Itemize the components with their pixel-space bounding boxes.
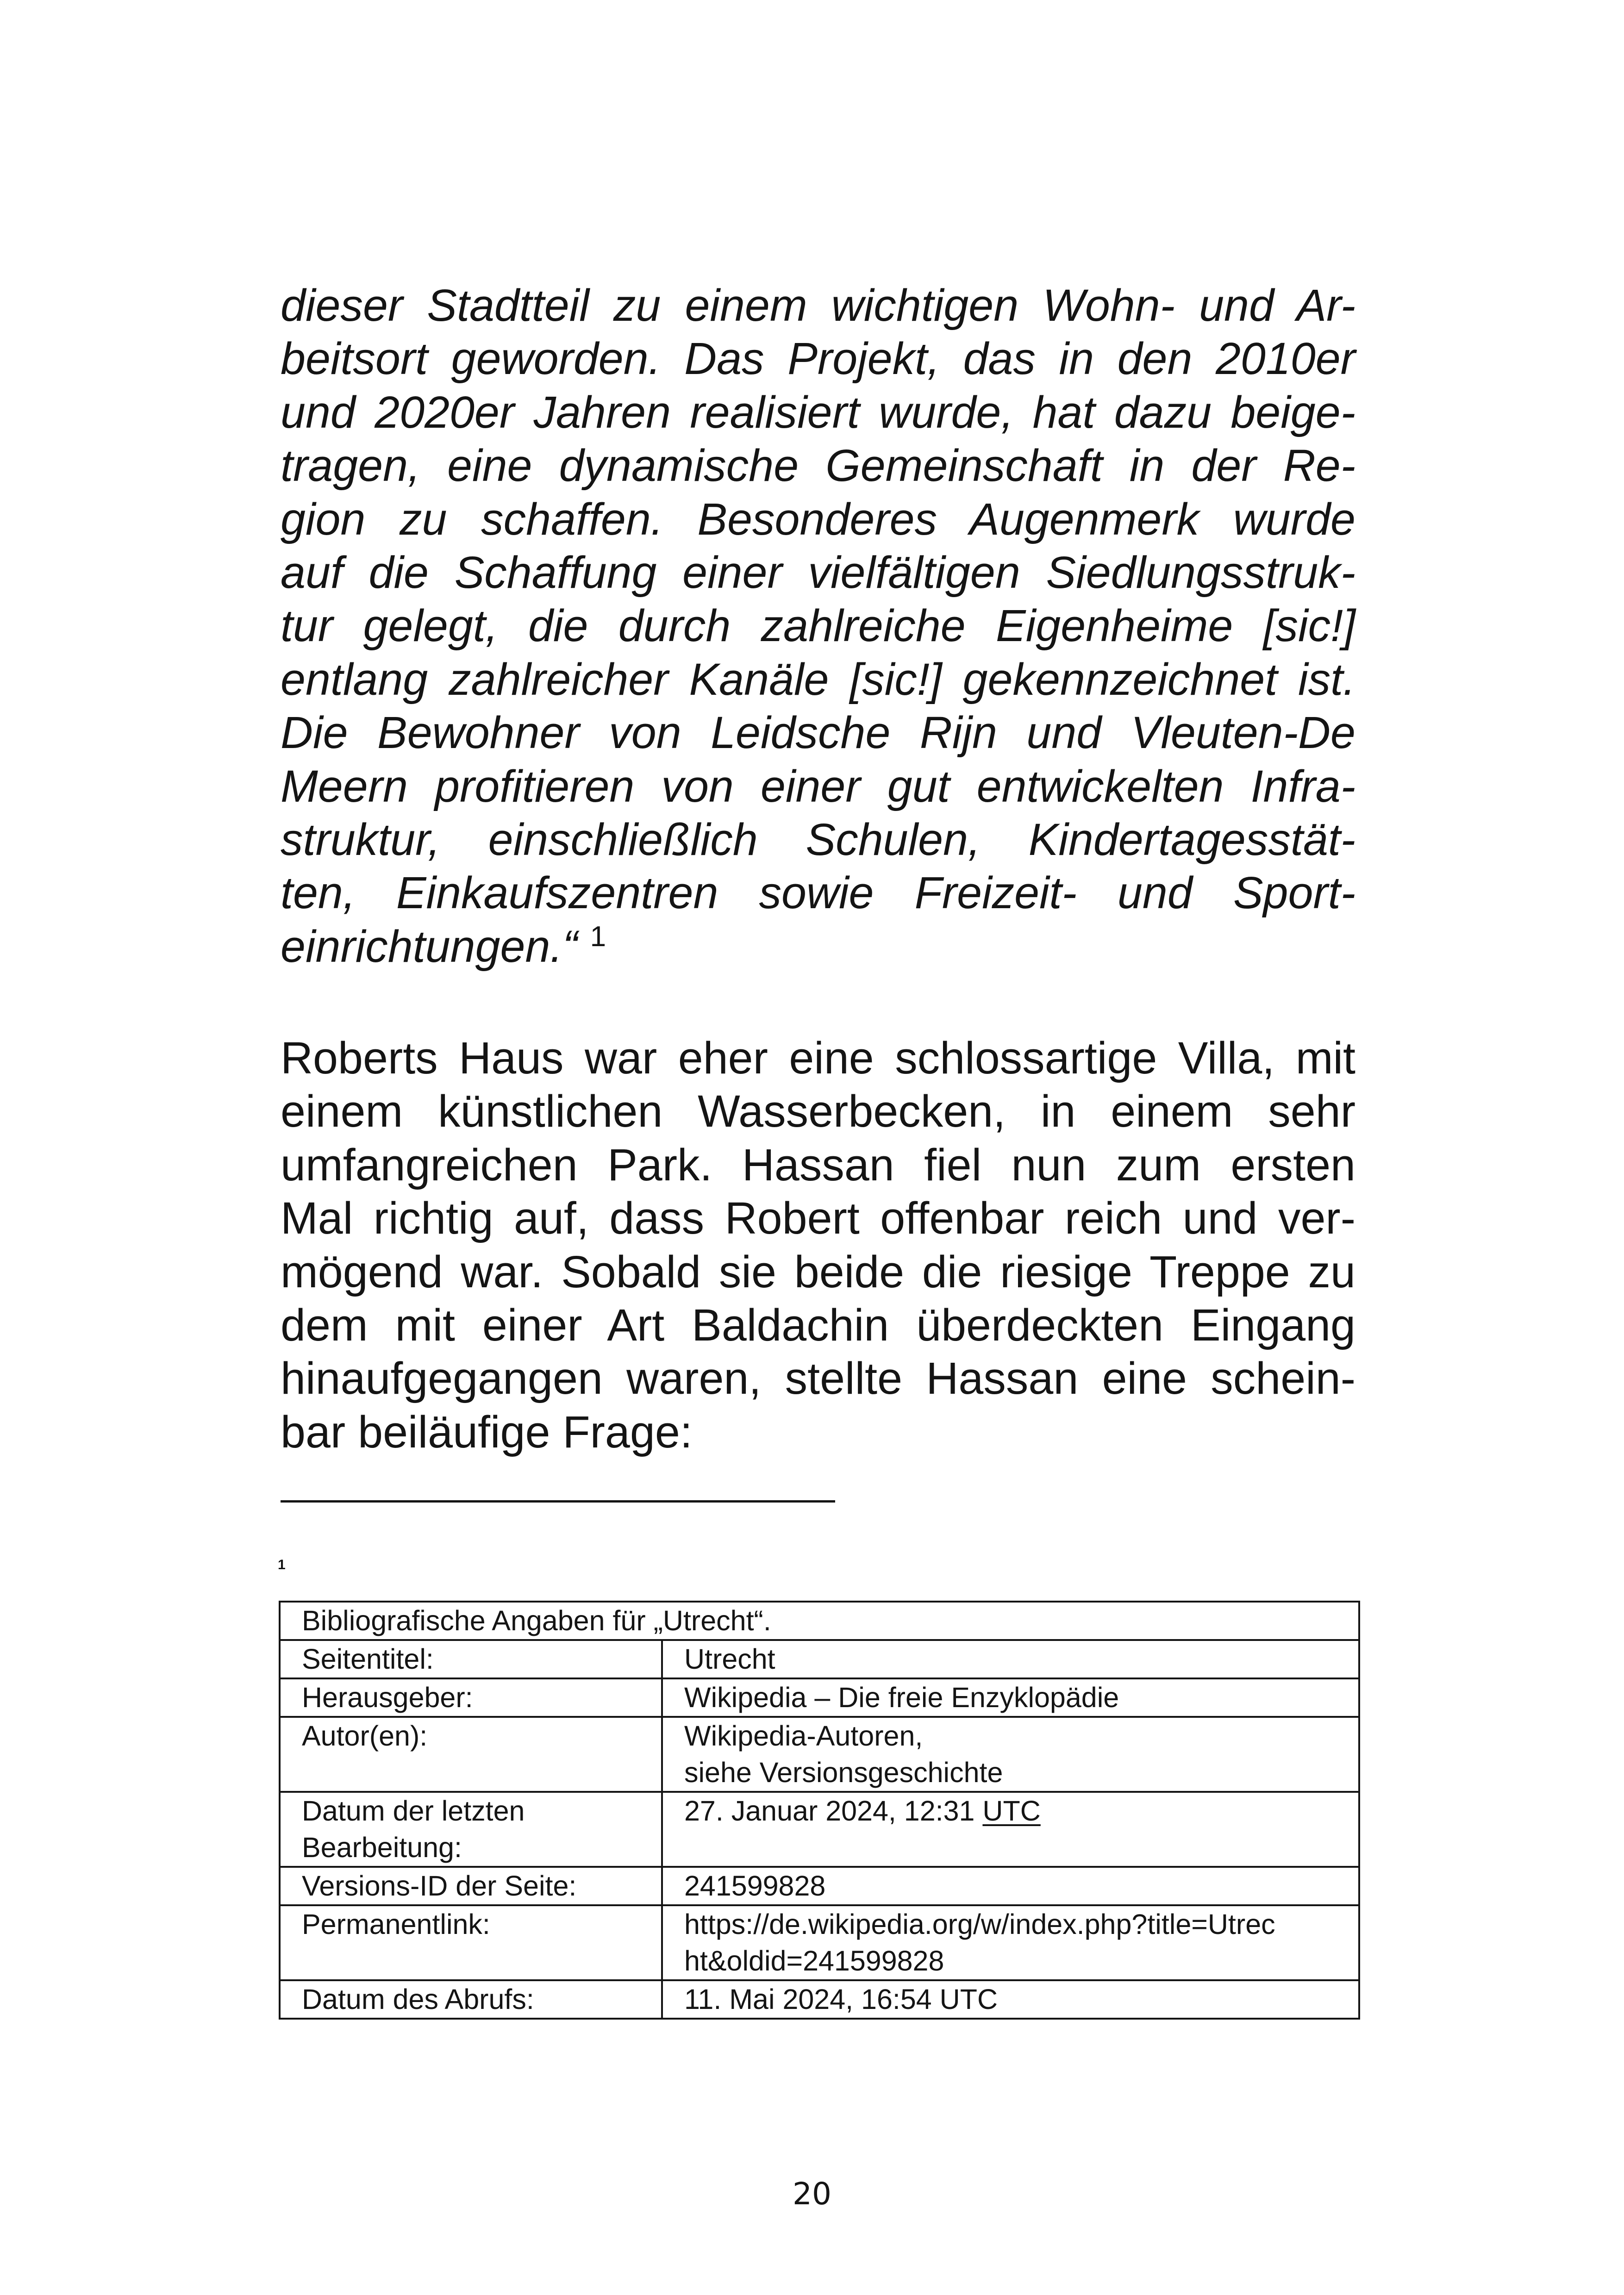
quote-line: struktur, einschließlich Schulen, Kindertagesstät- — [281, 814, 1355, 865]
table-row — [280, 1640, 1359, 1678]
row-label: Datum der letzten Bearbeitung: — [280, 1792, 662, 1867]
row-value: 241599828 — [662, 1867, 1359, 1905]
row-value: Wikipedia-Autoren, siehe Versionsgeschichte — [662, 1717, 1359, 1792]
bibliography-table — [279, 1601, 1360, 2020]
paragraph-line: bar beiläufige Frage: — [281, 1406, 693, 1457]
paragraph-line: einem künstlichen Wasserbecken, in einem sehr — [281, 1086, 1355, 1137]
quote-line: dieser Stadtteil zu einem wichtigen Wohn- und Ar- — [281, 280, 1355, 331]
row-label: Datum des Abrufs: — [280, 1980, 662, 2019]
row-label: Herausgeber: — [280, 1678, 662, 1717]
table-row — [280, 1792, 1359, 1867]
story-paragraph — [281, 1031, 1355, 1459]
paragraph-line: mögend war. Sobald sie beide die riesige Treppe zu — [281, 1246, 1355, 1297]
row-label: Versions-ID der Seite: — [280, 1867, 662, 1905]
row-value: Wikipedia – Die freie Enzyklopädie — [662, 1678, 1359, 1717]
paragraph-line: dem mit einer Art Baldachin überdeckten Eingang — [281, 1299, 1355, 1350]
paragraph-line: hinaufgegangen waren, stellte Hassan eine schein- — [281, 1353, 1355, 1404]
footnote-reference[interactable]: 1 — [590, 920, 606, 953]
footnote-separator — [281, 1500, 835, 1503]
quote-last-line — [281, 920, 1355, 973]
quote-line: beitsort geworden. Das Projekt, das in den 2010er — [281, 333, 1355, 384]
utc-link[interactable]: UTC — [982, 1795, 1041, 1827]
footnote-marker: 1 — [278, 1557, 286, 1572]
paragraph-line: umfangreichen Park. Hassan fiel nun zum ersten — [281, 1139, 1355, 1190]
quote-line: gion zu schaffen. Besonderes Augenmerk wurde — [281, 493, 1355, 544]
row-value: Utrecht — [662, 1640, 1359, 1678]
quote-line: tur gelegt, die durch zahlreiche Eigenheime [sic!] — [281, 600, 1355, 651]
table-row — [280, 1980, 1359, 2019]
quote-line: auf die Schaffung einer vielfältigen Siedlungsstruk- — [281, 547, 1355, 598]
paragraph-line: Mal richtig auf, dass Robert offenbar reich und ver- — [281, 1193, 1355, 1244]
table-row — [280, 1717, 1359, 1792]
quote-line: Meern profitieren von einer gut entwickelten Infra- — [281, 761, 1355, 811]
quoted-passage — [281, 279, 1355, 973]
row-value: 11. Mai 2024, 16:54 UTC — [662, 1980, 1359, 2019]
quote-line: tragen, eine dynamische Gemeinschaft in der Re- — [281, 440, 1355, 491]
row-label: Permanentlink: — [280, 1905, 662, 1980]
row-value permanent-link[interactable]: https://de.wikipedia.org/w/index.php?title=Utrec ht&oldid=241599828 — [662, 1905, 1359, 1980]
quote-line: ten, Einkaufszentren sowie Freizeit- und Sport- — [281, 867, 1355, 918]
table-row — [280, 1678, 1359, 1717]
row-label: Autor(en): — [280, 1717, 662, 1792]
quote-line: und 2020er Jahren realisiert wurde, hat dazu beige- — [281, 387, 1355, 437]
page-number: 20 — [793, 2176, 831, 2212]
table-title: Bibliografische Angaben für „Utrecht“. — [280, 1602, 1359, 1640]
row-label: Seitentitel: — [280, 1640, 662, 1678]
table-row — [280, 1905, 1359, 1980]
edit-date-value: 27. Januar 2024, 12:31 UTC — [684, 1795, 1041, 1827]
row-value — [662, 1792, 1359, 1867]
table-row — [280, 1867, 1359, 1905]
quote-line: einrichtungen.“ — [281, 921, 578, 972]
quote-line: entlang zahlreicher Kanäle [sic!] gekennzeichnet ist. — [281, 654, 1355, 705]
quote-line: Die Bewohner von Leidsche Rijn und Vleuten-De — [281, 707, 1355, 758]
table-title-row — [280, 1602, 1359, 1640]
paragraph-line: Roberts Haus war eher eine schlossartige Villa, mit — [281, 1033, 1355, 1083]
